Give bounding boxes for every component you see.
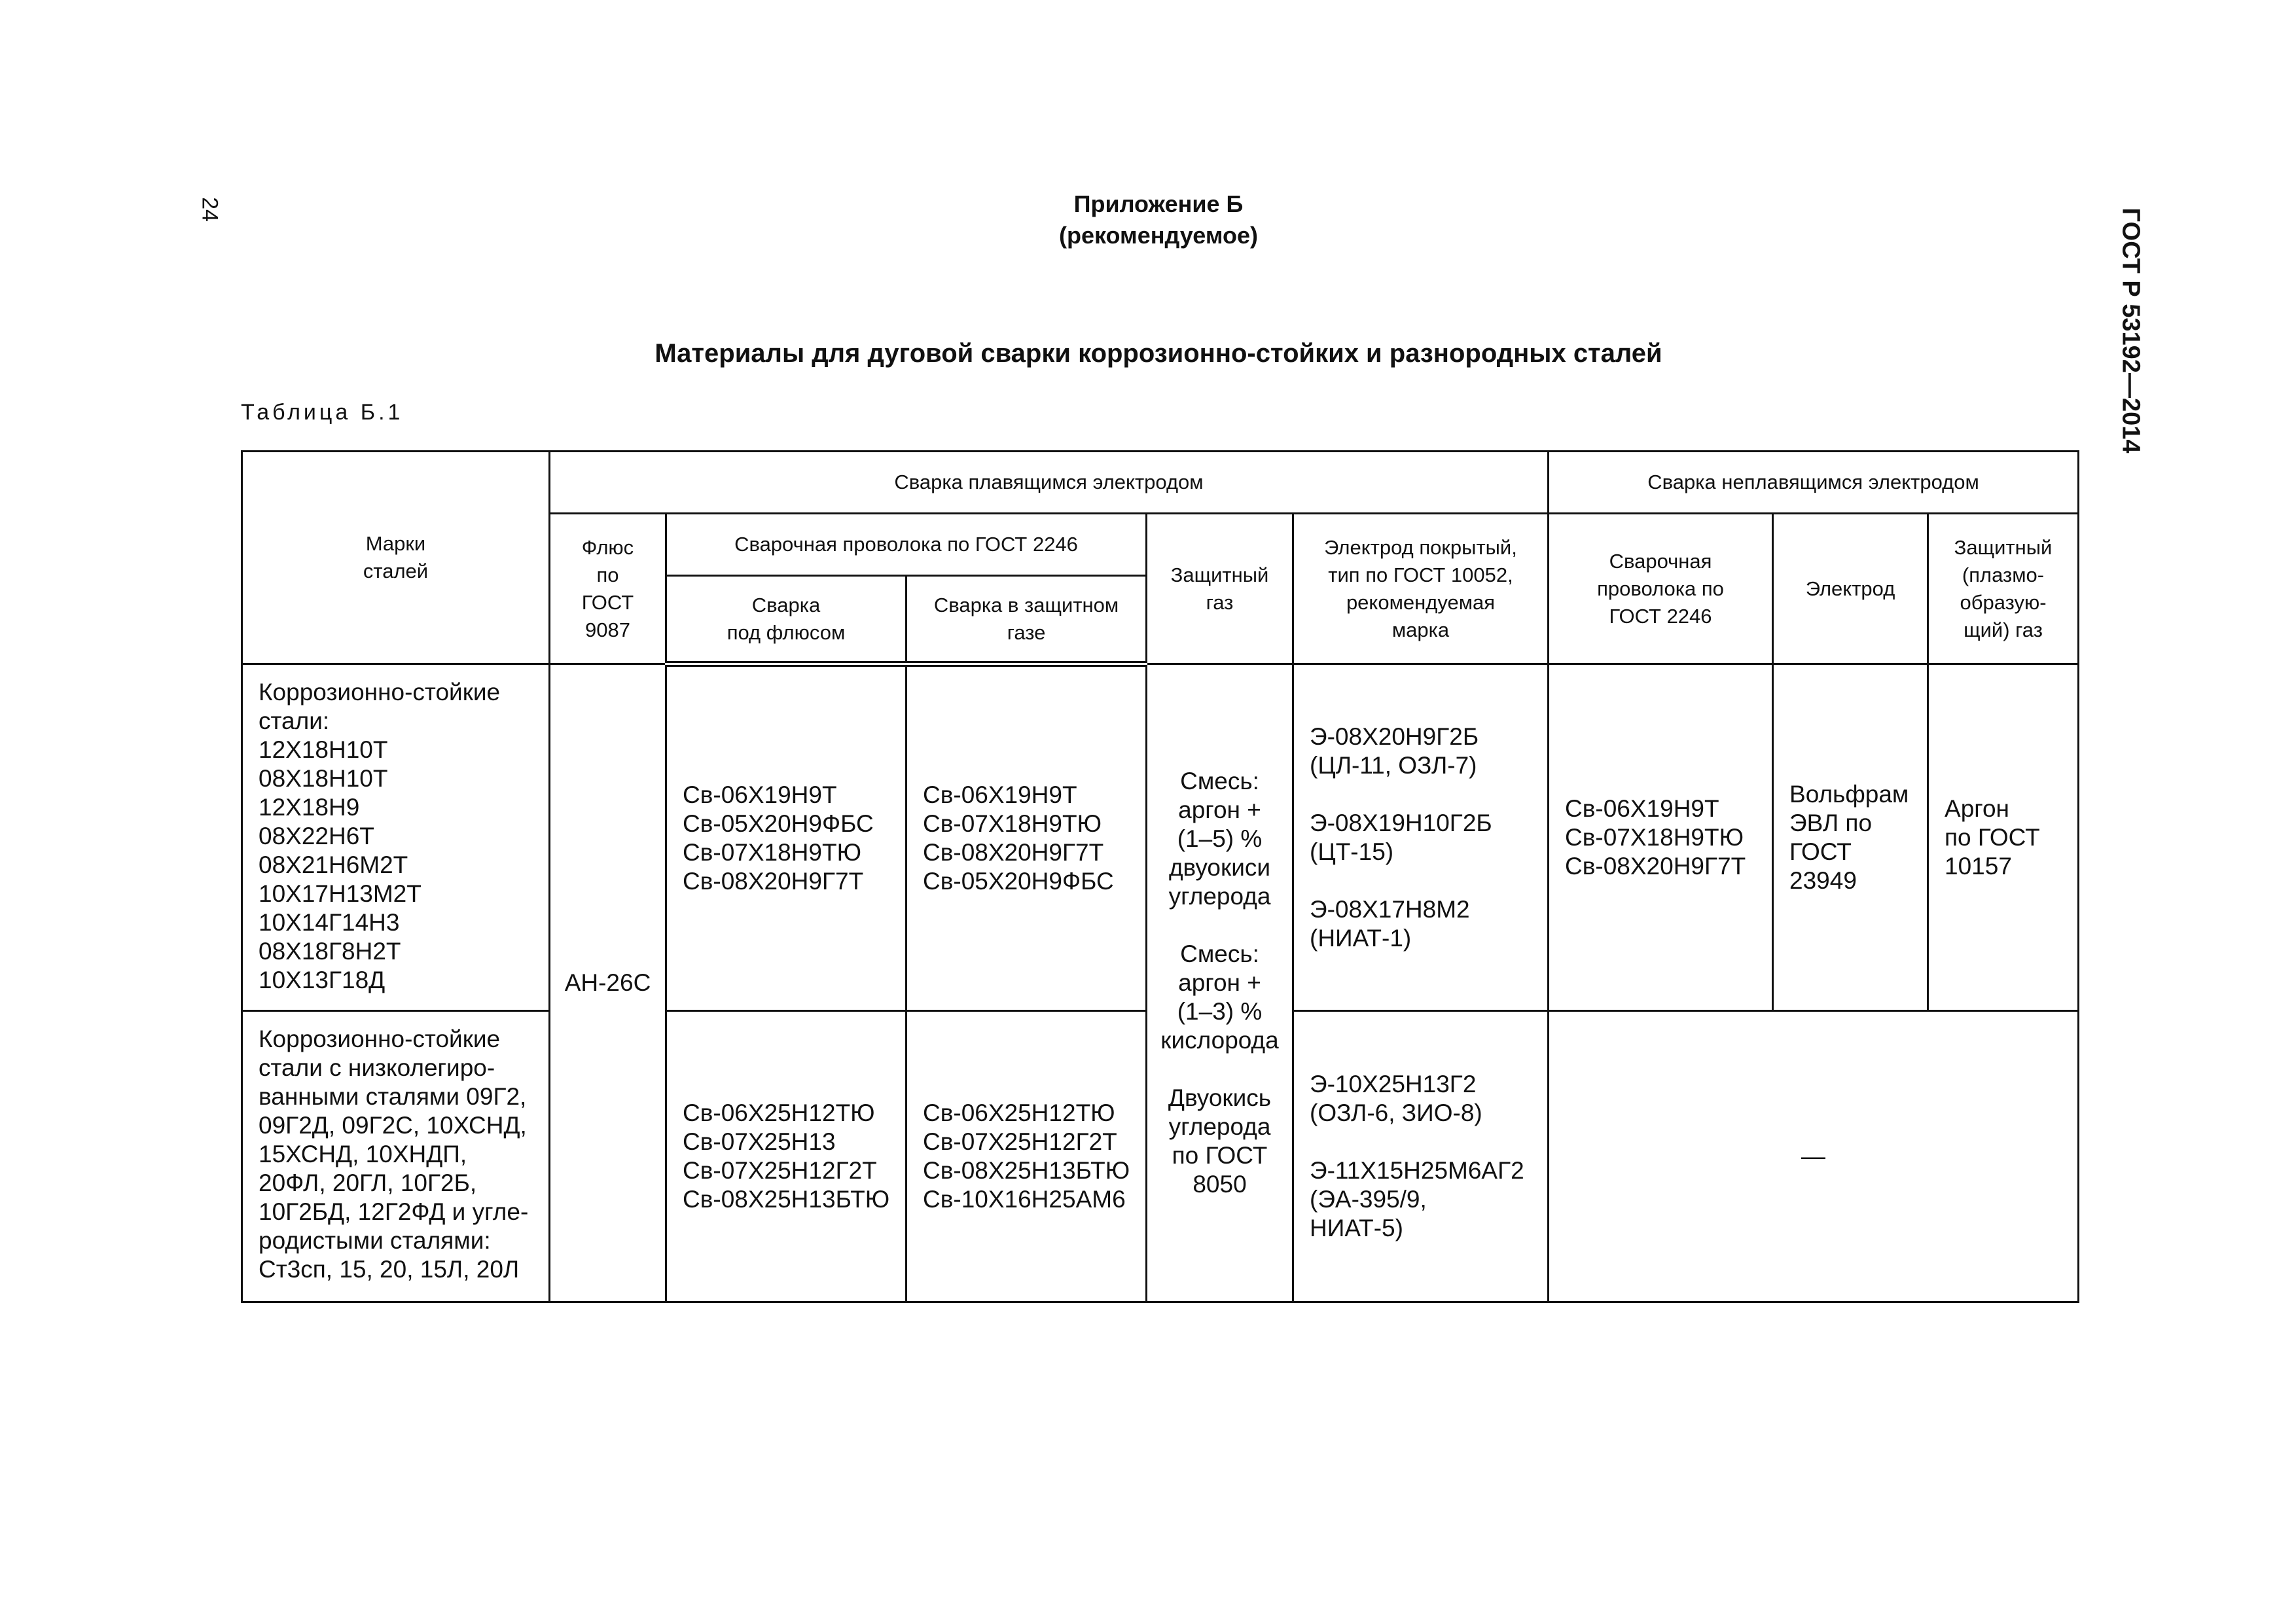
- header-nc-wire: Сварочная проволока по ГОСТ 2246: [1549, 514, 1773, 664]
- header-consumable-electrode: Сварка плавящимся электродом: [550, 452, 1549, 514]
- wire-submerged-cell: Св-06Х25Н12ТЮ Св-07Х25Н13 Св-07Х25Н12Г2Т Св-08Х25Н13БТЮ: [666, 1011, 906, 1302]
- header-wire-gas: Сварка в защитном газе: [906, 576, 1147, 664]
- header-nc-electrode: Электрод: [1773, 514, 1928, 664]
- appendix-title: Приложение Б: [1073, 190, 1244, 217]
- nc-wire-cell: Св-06Х19Н9Т Св-07Х18Н9ТЮ Св-08Х20Н9Г7Т: [1549, 664, 1773, 1011]
- nonconsumable-dash-cell: —: [1549, 1011, 2079, 1302]
- table-row: [242, 664, 2079, 1011]
- shield-gas-cell: Смесь: аргон + (1–5) % двуокиси углерода Смесь: аргон + (1–3) % кислорода Двуокись углерода по ГОСТ 8050: [1147, 664, 1293, 1302]
- steel-grades-cell: Коррозионно-стойкие стали: 12Х18Н10Т 08Х18Н10Т 12Х18Н9 08Х22Н6Т 08Х21Н6М2Т 10Х17Н13М2Т 10Х14Г14Н3 08Х18Г8Н2Т 10Х13Г18Д: [242, 664, 550, 1011]
- header-flux: Флюс по ГОСТ 9087: [550, 514, 666, 664]
- appendix-heading: [962, 188, 1355, 251]
- standard-designation: ГОСТ Р 53192—2014: [2117, 207, 2145, 454]
- header-nc-gas: Защитный (плазмо- образую- щий) газ: [1928, 514, 2079, 664]
- nc-electrode-cell: Вольфрам ЭВЛ по ГОСТ 23949: [1773, 664, 1928, 1011]
- wire-gas-cell: Св-06Х25Н12ТЮ Св-07Х25Н12Г2Т Св-08Х25Н13БТЮ Св-10Х16Н25АМ6: [906, 1011, 1147, 1302]
- page-number: 24: [197, 197, 223, 222]
- wire-submerged-cell: Св-06Х19Н9Т Св-05Х20Н9ФБС Св-07Х18Н9ТЮ Св-08Х20Н9Г7Т: [666, 664, 906, 1011]
- header-wire-submerged: Сварка под флюсом: [666, 576, 906, 664]
- steel-grades-cell: Коррозионно-стойкие стали с низколегиро- ванными сталями 09Г2, 09Г2Д, 09Г2С, 10ХСНД, 15ХСНД, 10ХНДП, 20ФЛ, 20ГЛ, 10Г2Б, 10Г2БД, 12Г2ФД и угле- родистыми сталями: Ст3сп, 15, 20, 15Л, 20Л: [242, 1011, 550, 1302]
- appendix-subtitle: (рекомендуемое): [1059, 222, 1258, 249]
- coated-electrode-cell: Э-08Х20Н9Г2Б (ЦЛ-11, ОЗЛ-7) Э-08Х19Н10Г2Б (ЦТ-15) Э-08Х17Н8М2 (НИАТ-1): [1293, 664, 1549, 1011]
- document-title: Материалы для дуговой сварки коррозионно-стойких и разнородных сталей: [655, 339, 1662, 368]
- coated-electrode-cell: Э-10Х25Н13Г2 (ОЗЛ-6, ЗИО-8) Э-11Х15Н25М6АГ2 (ЭА-395/9, НИАТ-5): [1293, 1011, 1549, 1302]
- wire-gas-cell: Св-06Х19Н9Т Св-07Х18Н9ТЮ Св-08Х20Н9Г7Т Св-05Х20Н9ФБС: [906, 664, 1147, 1011]
- header-nonconsumable-electrode: Сварка неплавящимся электродом: [1549, 452, 2079, 514]
- header-welding-wire: Сварочная проволока по ГОСТ 2246: [666, 514, 1147, 576]
- nc-gas-cell: Аргон по ГОСТ 10157: [1928, 664, 2079, 1011]
- header-coated-electrode: Электрод покрытый, тип по ГОСТ 10052, рекомендуемая марка: [1293, 514, 1549, 664]
- header-steel-grades: Марки сталей: [242, 452, 550, 664]
- flux-cell: АН-26С: [550, 664, 666, 1302]
- header-shield-gas: Защитный газ: [1147, 514, 1293, 664]
- materials-table: [241, 450, 2079, 1303]
- table-label: Таблица Б.1: [241, 400, 404, 425]
